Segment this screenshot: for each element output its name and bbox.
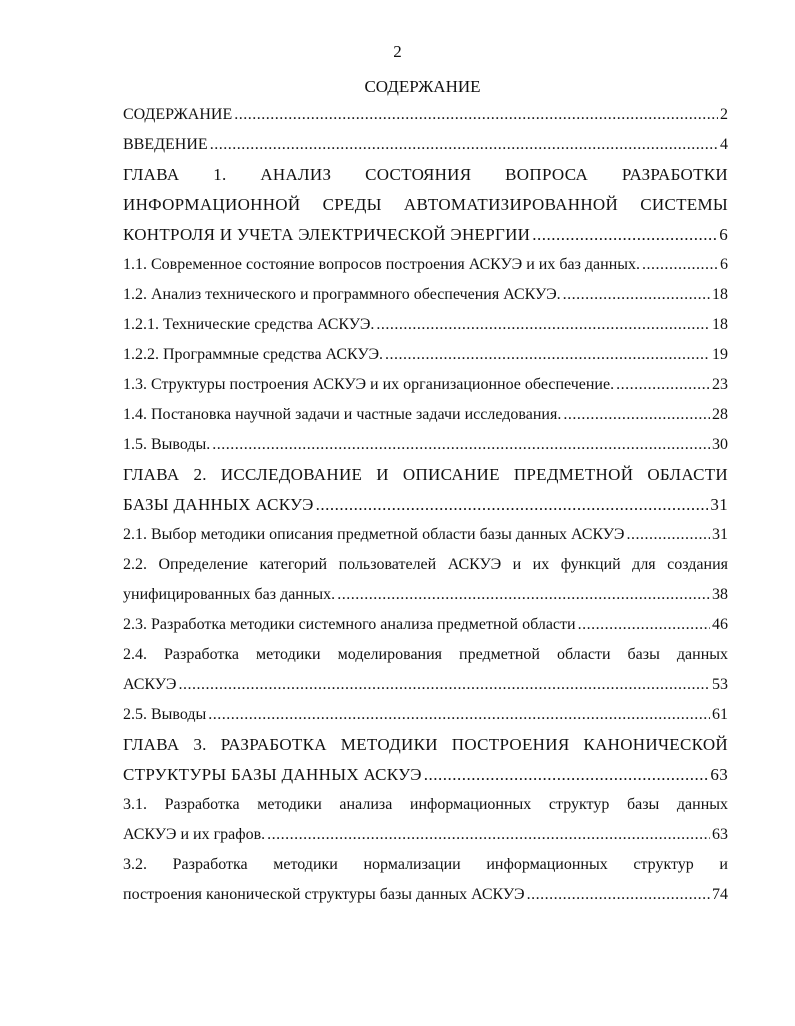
toc-entry[interactable] [123, 100, 728, 130]
toc-entry-text: 1.4. Постановка научной задачи и частные задачи исследования. [123, 406, 562, 423]
toc-chapter-line: ГЛАВА 3. РАЗРАБОТКА МЕТОДИКИ ПОСТРОЕНИЯ КАНОНИЧЕСКОЙ [123, 735, 728, 754]
toc-entry-line: 2.4. Разработка методики моделирования предметной области базы данных [123, 646, 728, 663]
toc-entry-text: ВВЕДЕНИЕ [123, 136, 208, 153]
toc-entry[interactable] [123, 490, 728, 520]
dot-leader [563, 400, 710, 430]
toc-chapter-line: ГЛАВА 1. АНАЛИЗ СОСТОЯНИЯ ВОПРОСА РАЗРАБОТКИ [123, 165, 728, 184]
toc-entry-text: 1.3. Структуры построения АСКУЭ и их организационное обеспечение. [123, 376, 615, 393]
toc-page-number: 31 [712, 526, 728, 543]
dot-leader [234, 100, 718, 130]
toc-entry-text: БАЗЫ ДАННЫХ АСКУЭ [123, 495, 314, 514]
toc-entry[interactable] [123, 760, 728, 790]
toc-entry[interactable] [123, 310, 728, 340]
toc-entry-text: СОДЕРЖАНИЕ [123, 106, 233, 123]
toc-chapter-line: ГЛАВА 2. ИССЛЕДОВАНИЕ И ОПИСАНИЕ ПРЕДМЕТНОЙ ОБЛАСТИ [123, 465, 728, 484]
toc-page-number: 6 [720, 256, 728, 273]
toc-page-number: 28 [712, 406, 728, 423]
toc-page-number: 63 [710, 765, 728, 784]
dot-leader [208, 700, 710, 730]
toc-entry-text: АСКУЭ [123, 676, 177, 693]
toc-page-number: 2 [720, 106, 728, 123]
toc-entry-text: 1.1. Современное состояние вопросов построения АСКУЭ и их баз данных. [123, 256, 640, 273]
toc-entry[interactable] [123, 820, 728, 850]
toc-page-number: 18 [712, 286, 728, 303]
toc-page-number: 61 [712, 706, 728, 723]
toc-entry-text: 2.3. Разработка методики системного анализа предметной области [123, 616, 576, 633]
toc-entry[interactable] [123, 220, 728, 250]
toc-entry-text: СТРУКТУРЫ БАЗЫ ДАННЫХ АСКУЭ [123, 765, 422, 784]
toc-entry-text: КОНТРОЛЯ И УЧЕТА ЭЛЕКТРИЧЕСКОЙ ЭНЕРГИИ [123, 225, 531, 244]
dot-leader [532, 220, 717, 250]
toc-page-number: 63 [712, 826, 728, 843]
dot-leader [527, 880, 710, 910]
toc-entry[interactable] [123, 370, 728, 400]
page-number: 2 [393, 42, 402, 61]
toc-entry-text: 1.2.1. Технические средства АСКУЭ. [123, 316, 375, 333]
toc-entry[interactable] [123, 880, 728, 910]
toc-page-number: 6 [719, 225, 728, 244]
dot-leader [316, 490, 709, 520]
table-of-contents [123, 100, 728, 910]
dot-leader [385, 340, 710, 370]
toc-entry-line: 2.2. Определение категорий пользователей АСКУЭ и их функций для создания [123, 556, 728, 573]
toc-chapter-line: ИНФОРМАЦИОННОЙ СРЕДЫ АВТОМАТИЗИРОВАННОЙ СИСТЕМЫ [123, 195, 728, 214]
dot-leader [616, 370, 710, 400]
toc-entry[interactable] [123, 670, 728, 700]
toc-entry[interactable] [123, 520, 728, 550]
toc-entry[interactable] [123, 340, 728, 370]
page-title: СОДЕРЖАНИЕ [364, 77, 481, 96]
dot-leader [212, 430, 710, 460]
toc-page-number: 38 [712, 586, 728, 603]
toc-entry[interactable] [123, 430, 728, 460]
toc-page-number: 74 [712, 886, 728, 903]
toc-entry-text: АСКУЭ и их графов. [123, 826, 266, 843]
dot-leader [337, 580, 710, 610]
toc-page-number: 53 [712, 676, 728, 693]
toc-page-number: 46 [712, 616, 728, 633]
toc-entry[interactable] [123, 280, 728, 310]
dot-leader [267, 820, 710, 850]
toc-page-number: 18 [712, 316, 728, 333]
toc-entry-text: построения канонической структуры базы данных АСКУЭ [123, 886, 525, 903]
toc-entry-text: 1.5. Выводы. [123, 436, 211, 453]
dot-leader [210, 130, 718, 160]
toc-entry[interactable] [123, 400, 728, 430]
toc-entry[interactable] [123, 130, 728, 160]
toc-entry-line: 3.1. Разработка методики анализа информационных структур базы данных [123, 796, 728, 813]
toc-entry[interactable] [123, 250, 728, 280]
toc-page-number: 23 [712, 376, 728, 393]
dot-leader [626, 520, 710, 550]
dot-leader [376, 310, 710, 340]
toc-page-number: 19 [712, 346, 728, 363]
toc-entry[interactable] [123, 700, 728, 730]
toc-entry-text: унифицированных баз данных. [123, 586, 336, 603]
toc-entry[interactable] [123, 580, 728, 610]
toc-page-number: 4 [720, 136, 728, 153]
dot-leader [178, 670, 710, 700]
toc-entry-text: 2.5. Выводы [123, 706, 207, 723]
dot-leader [424, 760, 709, 790]
toc-entry-text: 1.2.2. Программные средства АСКУЭ. [123, 346, 384, 363]
toc-entry[interactable] [123, 610, 728, 640]
dot-leader [563, 280, 710, 310]
toc-page-number: 31 [710, 495, 728, 514]
toc-entry-line: 3.2. Разработка методики нормализации информационных структур и [123, 856, 728, 873]
toc-entry-text: 2.1. Выбор методики описания предметной области базы данных АСКУЭ [123, 526, 625, 543]
toc-page-number: 30 [712, 436, 728, 453]
dot-leader [578, 610, 710, 640]
dot-leader [642, 250, 718, 280]
toc-entry-text: 1.2. Анализ технического и программного обеспечения АСКУЭ. [123, 286, 561, 303]
